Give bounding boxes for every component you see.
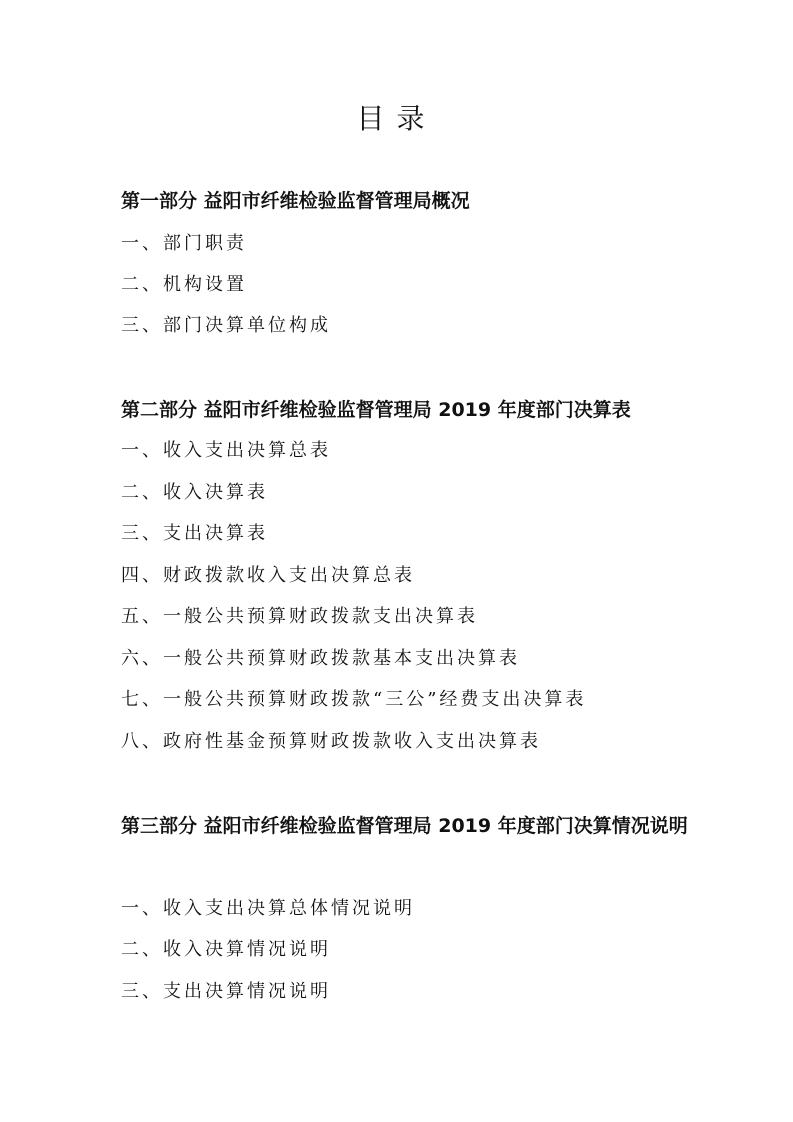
toc-item: 二、收入决算表 (121, 482, 268, 503)
toc-item: 二、收入决算情况说明 (121, 939, 331, 960)
toc-item: 二、机构设置 (121, 274, 247, 295)
section-heading-1: 第一部分 益阳市纤维检验监督管理局概况 (121, 190, 470, 212)
toc-item: 一、收入支出决算总表 (121, 440, 331, 461)
toc-item: 一、收入支出决算总体情况说明 (121, 898, 415, 919)
toc-item: 三、支出决算情况说明 (121, 981, 331, 1002)
toc-item: 六、一般公共预算财政拨款基本支出决算表 (121, 648, 520, 669)
toc-item: 八、政府性基金预算财政拨款收入支出决算表 (121, 731, 541, 752)
toc-item: 五、一般公共预算财政拨款支出决算表 (121, 606, 478, 627)
toc-item: 一、部门职责 (121, 233, 247, 254)
toc-item: 三、部门决算单位构成 (121, 315, 331, 336)
toc-item: 四、财政拨款收入支出决算总表 (121, 565, 415, 586)
page-title: 目录 (356, 102, 437, 135)
section-heading-2: 第二部分 益阳市纤维检验监督管理局 2019 年度部门决算表 (121, 399, 631, 421)
toc-item: 三、支出决算表 (121, 523, 268, 544)
section-heading-3: 第三部分 益阳市纤维检验监督管理局 2019 年度部门决算情况说明 (121, 815, 688, 837)
toc-item: 七、一般公共预算财政拨款“三公”经费支出决算表 (121, 689, 587, 710)
